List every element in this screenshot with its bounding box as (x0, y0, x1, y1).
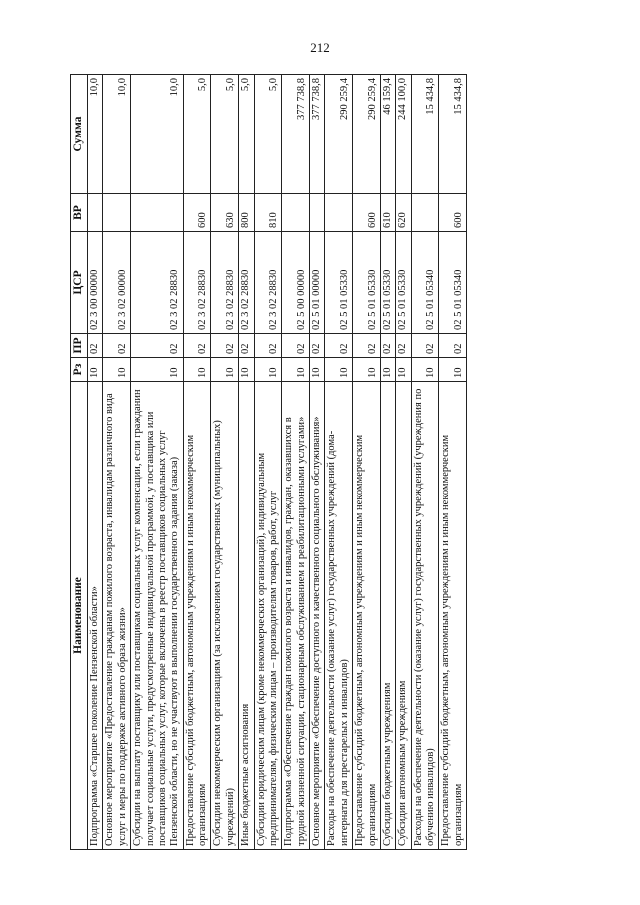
row-csr: 02 5 01 05330 (325, 232, 353, 334)
table-row (131, 75, 184, 850)
table-row (380, 75, 395, 850)
row-csr: 02 3 02 28830 (254, 232, 282, 334)
header-csr: ЦСР (71, 232, 88, 334)
row-sum: 290 259,4 (353, 75, 381, 194)
table-row (88, 75, 103, 850)
row-sum: 377 738,8 (310, 75, 325, 194)
row-pr: 02 (310, 334, 325, 358)
page-number: 212 (310, 40, 330, 55)
row-pr: 02 (411, 334, 439, 358)
row-pr: 02 (380, 334, 395, 358)
row-vr (411, 194, 439, 232)
row-name: Подпрограмма «Обеспечение граждан пожилого возраста и инвалидов, граждан, оказавшихся в трудной жизненной ситуации, стационарным обслуживанием и реабилитационными услугами» (282, 382, 310, 850)
table-row (411, 75, 439, 850)
row-vr: 800 (239, 194, 254, 232)
row-name: Иные бюджетные ассигнования (239, 382, 254, 850)
header-sum: Сумма (71, 75, 88, 194)
table-header-row (71, 75, 88, 850)
row-vr: 600 (353, 194, 381, 232)
row-name: Расходы на обеспечение деятельности (оказание услуг) государственных учреждений (учреждения по обучению инвалидов) (411, 382, 439, 850)
row-rz: 10 (325, 358, 353, 382)
table-row (239, 75, 254, 850)
row-rz: 10 (254, 358, 282, 382)
row-rz: 10 (211, 358, 239, 382)
row-vr: 620 (396, 194, 411, 232)
row-rz: 10 (131, 358, 184, 382)
row-csr: 02 3 02 28830 (183, 232, 211, 334)
row-name: Предоставление субсидий бюджетным, автономным учреждениям и иным некоммерческим организациям (353, 382, 381, 850)
row-vr (103, 194, 131, 232)
row-rz: 10 (88, 358, 103, 382)
row-name: Подпрограмма «Старшее поколение Пензенской области» (88, 382, 103, 850)
table-row (282, 75, 310, 850)
row-pr: 02 (211, 334, 239, 358)
table-row (325, 75, 353, 850)
table-row (211, 75, 239, 850)
table-row (353, 75, 381, 850)
row-pr: 02 (131, 334, 184, 358)
table-row (396, 75, 411, 850)
row-rz: 10 (396, 358, 411, 382)
row-rz: 10 (439, 358, 467, 382)
row-sum: 5,0 (254, 75, 282, 194)
row-csr: 02 5 01 05330 (353, 232, 381, 334)
row-name: Основное мероприятие «Обеспечение доступного и качественного социального обслуживания» (310, 382, 325, 850)
row-rz: 10 (183, 358, 211, 382)
row-rz: 10 (239, 358, 254, 382)
row-csr: 02 5 01 05330 (380, 232, 395, 334)
row-vr (310, 194, 325, 232)
row-vr: 610 (380, 194, 395, 232)
row-csr: 02 5 01 05340 (439, 232, 467, 334)
row-sum: 5,0 (183, 75, 211, 194)
row-sum: 377 738,8 (282, 75, 310, 194)
row-rz: 10 (282, 358, 310, 382)
row-name: Предоставление субсидий бюджетным, автономным учреждениям и иным некоммерческим организациям (183, 382, 211, 850)
row-name: Субсидии автономным учреждениям (396, 382, 411, 850)
row-vr: 600 (183, 194, 211, 232)
row-pr: 02 (103, 334, 131, 358)
header-rz: Рз (71, 358, 88, 382)
row-csr: 02 3 02 28830 (211, 232, 239, 334)
row-csr: 02 5 01 00000 (310, 232, 325, 334)
row-name: Субсидии бюджетным учреждениям (380, 382, 395, 850)
row-pr: 02 (239, 334, 254, 358)
row-name: Основное мероприятие «Предоставление гражданам пожилого возраста, инвалидам различного вида услуг и меры по поддержке активного образа жизни» (103, 382, 131, 850)
row-vr: 600 (439, 194, 467, 232)
row-sum: 290 259,4 (325, 75, 353, 194)
row-sum: 15 434,8 (439, 75, 467, 194)
row-rz: 10 (103, 358, 131, 382)
row-vr (88, 194, 103, 232)
row-vr (325, 194, 353, 232)
row-sum: 10,0 (131, 75, 184, 194)
row-rz: 10 (353, 358, 381, 382)
row-csr: 02 3 02 28830 (131, 232, 184, 334)
row-csr: 02 5 01 05330 (396, 232, 411, 334)
row-csr: 02 5 00 00000 (282, 232, 310, 334)
row-pr: 02 (396, 334, 411, 358)
row-pr: 02 (254, 334, 282, 358)
row-sum: 5,0 (239, 75, 254, 194)
row-name: Субсидии на выплату поставщику или поставщикам социальных услуг компенсации, если гражданин получает социальные услуги, предусмотренные индивидуальной программой, у поставщика или поставщиков социальных услуг, которые включены в реестр поставщиков социальных услуг Пензенской области, но не участвуют в выполнении государственного задания (заказа) (131, 382, 184, 850)
table-row (103, 75, 131, 850)
row-pr: 02 (282, 334, 310, 358)
header-vr: ВР (71, 194, 88, 232)
row-pr: 02 (325, 334, 353, 358)
row-sum: 10,0 (88, 75, 103, 194)
row-sum: 46 159,4 (380, 75, 395, 194)
row-pr: 02 (439, 334, 467, 358)
row-vr (282, 194, 310, 232)
table-row (310, 75, 325, 850)
row-name: Расходы на обеспечение деятельности (оказание услуг) государственных учреждений (дома-интернаты для престарелых и инвалидов) (325, 382, 353, 850)
row-csr: 02 5 01 05340 (411, 232, 439, 334)
rotated-table-inner (70, 75, 570, 850)
table-row (254, 75, 282, 850)
table-row (439, 75, 467, 850)
row-rz: 10 (380, 358, 395, 382)
header-pr: ПР (71, 334, 88, 358)
row-pr: 02 (183, 334, 211, 358)
row-csr: 02 3 00 00000 (88, 232, 103, 334)
row-name: Субсидии юридическим лицам (кроме некоммерческих организаций), индивидуальным предпринимателям, физическим лицам – производителям товаров, работ, услуг (254, 382, 282, 850)
row-vr: 810 (254, 194, 282, 232)
row-rz: 10 (411, 358, 439, 382)
budget-table (70, 74, 467, 850)
row-vr: 630 (211, 194, 239, 232)
row-name: Предоставление субсидий бюджетным, автономным учреждениям и иным некоммерческим организациям (439, 382, 467, 850)
header-name: Наименование (71, 382, 88, 850)
row-name: Субсидии некоммерческим организациям (за исключением государственных (муниципальных) учреждений) (211, 382, 239, 850)
row-csr: 02 3 02 28830 (239, 232, 254, 334)
row-pr: 02 (88, 334, 103, 358)
rotated-table-container (70, 75, 570, 850)
row-sum: 15 434,8 (411, 75, 439, 194)
row-sum: 244 100,0 (396, 75, 411, 194)
row-pr: 02 (353, 334, 381, 358)
row-rz: 10 (310, 358, 325, 382)
row-sum: 10,0 (103, 75, 131, 194)
table-row (183, 75, 211, 850)
row-vr (131, 194, 184, 232)
row-csr: 02 3 02 00000 (103, 232, 131, 334)
row-sum: 5,0 (211, 75, 239, 194)
